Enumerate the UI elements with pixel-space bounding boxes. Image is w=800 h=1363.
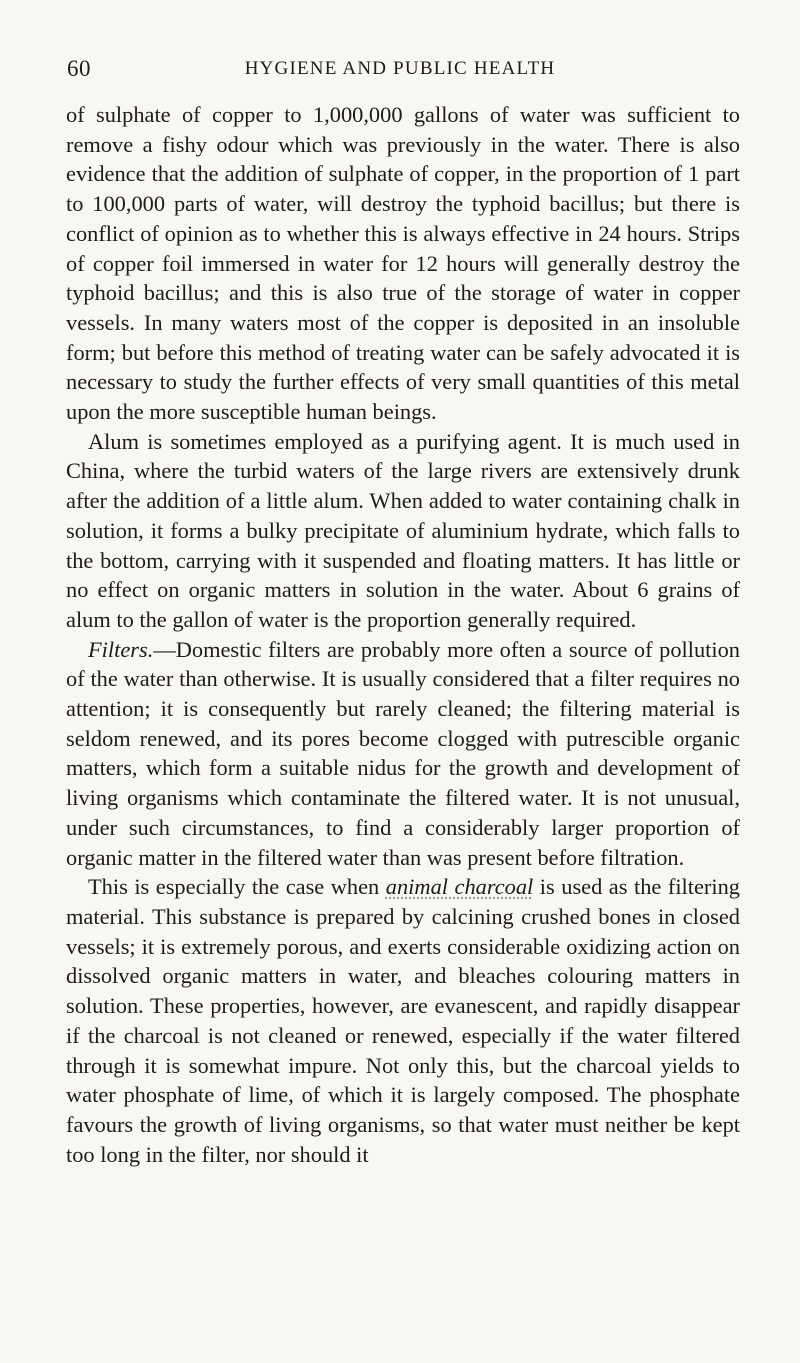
paragraph-alum: Alum is sometimes employed as a purifying agent. It is much used in China, where the turbid waters of the large rivers are extensively drunk after the addition of a little alum. When added to water containing chalk in solution, it forms a bulky precipitate of aluminium hydrate, which falls to the bottom, carrying with it suspended and floating matters. It has little or no effect on organic matters in solution in the water. About 6 grains of alum to the gallon of water is the proportion generally required. <box>66 428 740 632</box>
charcoal-lead: This is especially the case when <box>88 874 386 900</box>
paragraph-charcoal <box>66 872 740 1169</box>
paragraph-copper: of sulphate of copper to 1,000,000 gallons of water was sufficient to remove a fishy odour which was previously in the water. There is also evidence that the addition of sulphate of copper, in the proportion of 1 part to 100,000 parts of water, will destroy the typhoid bacillus; but there is conflict of opinion as to whether this is always effective in 24 hours. Strips of copper foil immersed in water for 12 hours will generally destroy the typhoid bacillus; and this is also true of the storage of water in copper vessels. In many waters most of the copper is deposited in an insoluble form; but before this method of treating water can be safely advocated it is necessary to study the further effects of very small quantities of this metal upon the more susceptible human beings. <box>66 102 740 425</box>
page-number: 60 <box>67 56 91 81</box>
page-body <box>66 100 740 1169</box>
running-head: HYGIENE AND PUBLIC HEALTH <box>244 58 556 79</box>
charcoal-text: is used as the filtering material. This substance is prepared by calcining crushed bones in closed vessels; it is extremely porous, and exerts considerable oxidizing action on dissolved organic matters in water, and bleaches colouring matters in solution. These properties, however, are evanescent, and rapidly disappear if the charcoal is not cleaned or renewed, especially if the water filtered through it is somewhat impure. Not only this, but the charcoal yields to water phosphate of lime, of which it is largely composed. The phosphate favours the growth of living organisms, so that water must neither be kept too long in the filter, nor should it <box>66 874 740 1167</box>
animal-charcoal-term: animal charcoal <box>385 874 534 900</box>
filters-heading: Filters. <box>88 636 154 662</box>
filters-text: —Domestic filters are probably more often a source of pollution of the water than otherwise. It is usually considered that a filter requires no attention; it is consequently but rarely cleaned; the filtering material is seldom renewed, and its pores become clogged with putrescible organic matters, which form a suitable nidus for the growth and development of living organisms which contaminate the filtered water. It is not unusual, under such circumstances, to find a considerably larger proportion of organic matter in the filtered water than was present before filtration. <box>66 636 740 870</box>
paragraph-filters <box>66 635 740 873</box>
